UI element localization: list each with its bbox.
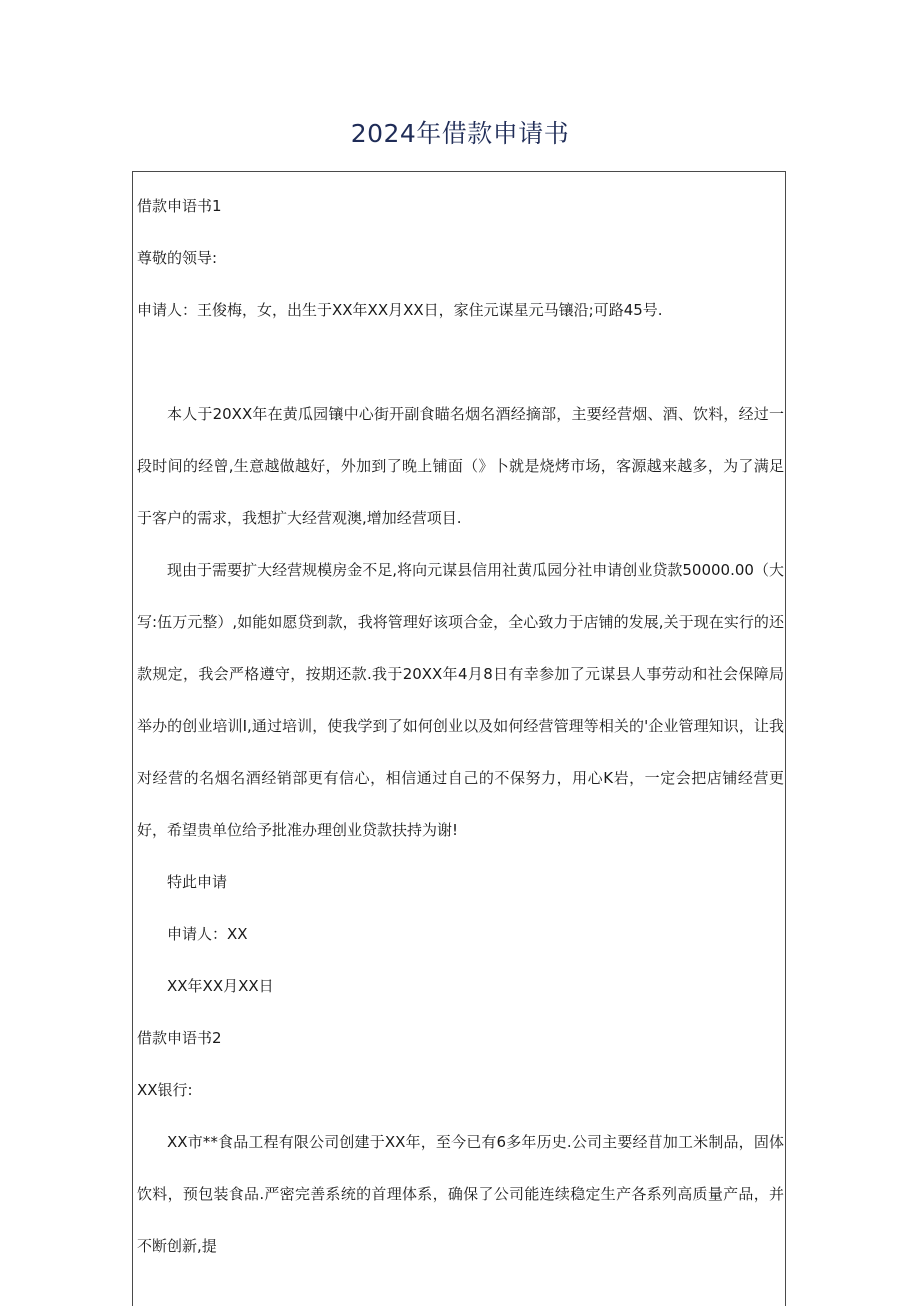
letter1-paragraph-1: 本人于20XX年在黄瓜园镶中心街开副食瞄名烟名酒经摘部，主要经营烟、酒、饮料，经过一段时间的经曾,生意越做越好，外加到了晚上铺面（》卜就是烧烤市场，客源越来越多，为了满足于客户的需求，我想扩大经营观澳,增加经营项目. [137, 405, 784, 527]
letter2-heading: 借款申语书2 [137, 1029, 222, 1047]
letter1-applicant-intro: 申请人：王俊梅，女，出生于XX年XX月XX日，家住元谋星元马镶沿;可路45号. [137, 301, 663, 319]
letter1-signature: 申请人：XX [167, 925, 248, 943]
letter2-paragraph-1: XX市**食品工程有限公司创建于XX年，至今已有6多年历史.公司主要经苜加工米制品，固体饮料，预包装食品.严密完善系统的首理体系，确保了公司能连续稳定生产各系列高质量产品，并不断创新,提 [137, 1133, 784, 1255]
letter1-date: XX年XX月XX日 [167, 977, 274, 995]
document-body [137, 180, 784, 1272]
letter1-heading: 借款申语书1 [137, 197, 222, 215]
blank-line [137, 336, 784, 388]
document-title: 2024年借款申请书 [350, 119, 570, 148]
letter1-closing: 特此申请 [167, 873, 228, 891]
letter2-salutation: XX银行: [137, 1081, 193, 1099]
letter1-salutation: 尊敬的领导: [137, 249, 218, 267]
letter1-paragraph-2: 现由于需要扩大经营规模房金不足,将向元谋县信用社黄瓜园分社申请创业贷款50000.00（大写:伍万元整）,如能如愿贷到款，我将管理好该项合金，全心致力于店铺的发展,关于现在实行的还款规定，我会严格遵守，按期还款.我于20XX年4月8日有幸参加了元谋县人事劳动和社会保障局举办的创业培训I,通过培训，使我学到了如何创业以及如何经营管理等相关的'企业管理知识，让我对经营的名烟名酒经销部更有信心，相信通过自己的不保努力，用心K岩，一定会把店铺经营更好，希望贵单位给予批准办理创业贷款扶持为谢! [137, 561, 784, 839]
